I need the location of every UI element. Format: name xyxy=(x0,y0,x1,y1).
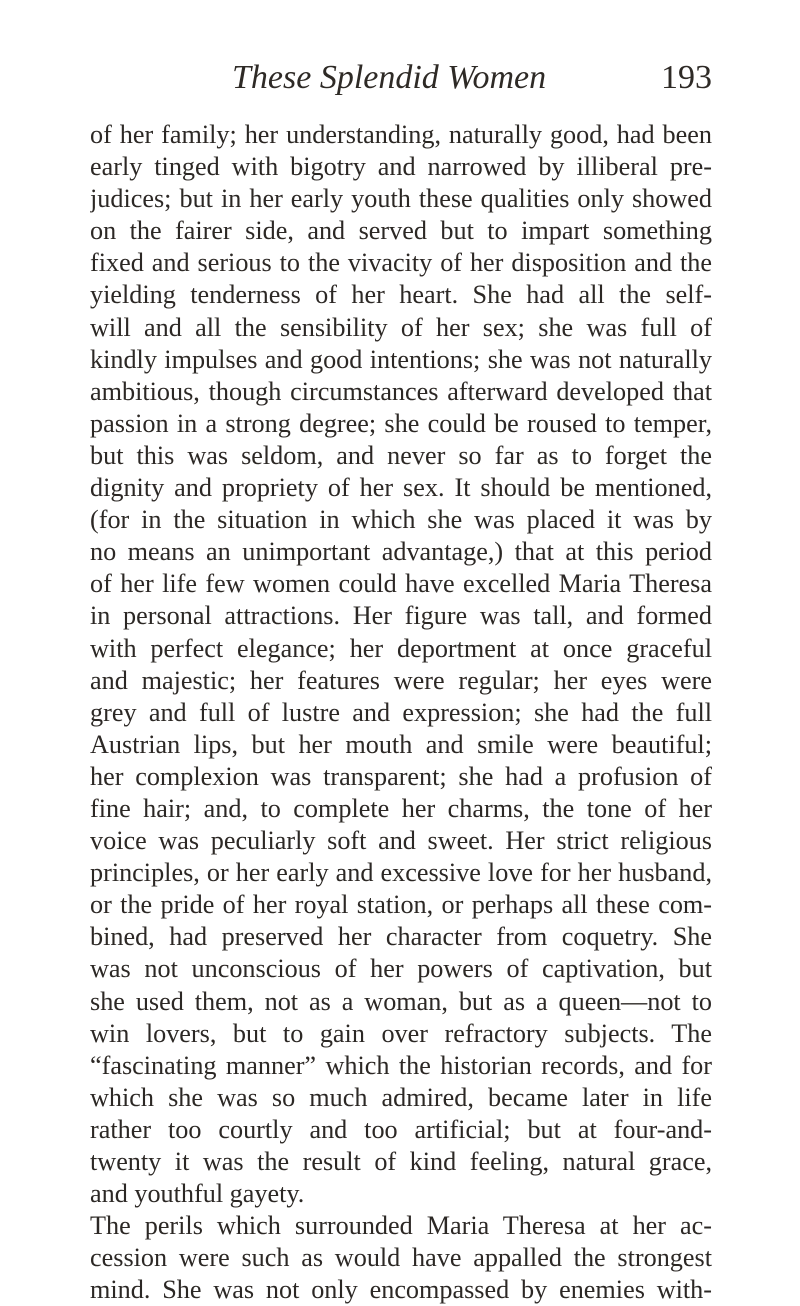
text-line: but this was seldom, and never so far as to forget the xyxy=(90,440,712,470)
text-line: in personal attractions. Her figure was tall, and formed xyxy=(90,601,712,631)
text-line: mind. She was not only encompassed by enemies with- xyxy=(90,1275,712,1305)
text-line: fixed and serious to the vivacity of her disposition and the xyxy=(90,248,712,278)
text-line: passion in a strong degree; she could be roused to temper, xyxy=(90,408,712,438)
text-line: will and all the sensibility of her sex; she was full of xyxy=(90,312,712,342)
running-head xyxy=(232,56,712,100)
text-line: no means an unimportant advantage,) that at this period xyxy=(90,537,712,567)
running-title: These Splendid Women xyxy=(232,59,547,96)
text-line: with perfect elegance; her deportment at once graceful xyxy=(90,633,712,663)
text-line: she used them, not as a woman, but as a queen—not to xyxy=(90,986,712,1016)
text-line: kindly impulses and good intentions; she was not naturally xyxy=(90,344,712,374)
text-line: which she was so much admired, became later in life xyxy=(90,1082,712,1112)
paragraph-start-line: The perils which surrounded Maria Theresa at her ac- xyxy=(90,1211,712,1241)
text-line: twenty it was the result of kind feeling, natural grace, xyxy=(90,1147,712,1176)
text-line: judices; but in her early youth these qualities only showed xyxy=(90,184,712,214)
text-line: “fascinating manner” which the historian records, and for xyxy=(90,1050,712,1080)
text-line: early tinged with bigotry and narrowed by illiberal pre- xyxy=(90,152,712,182)
text-line: principles, or her early and excessive love for her husband, xyxy=(90,858,712,888)
paragraph-end-line: and youthful gayety. xyxy=(90,1179,305,1209)
text-line: dignity and propriety of her sex. It should be mentioned, xyxy=(90,473,712,503)
text-line: on the fairer side, and served but to impart something xyxy=(90,216,712,246)
body-text xyxy=(90,119,712,1306)
text-line: was not unconscious of her powers of captivation, but xyxy=(90,954,712,984)
text-line: bined, had preserved her character from coquetry. She xyxy=(90,922,712,952)
text-line: Austrian lips, but her mouth and smile were beautiful; xyxy=(90,729,712,759)
text-line: grey and full of lustre and expression; she had the full xyxy=(90,697,712,727)
text-line: and majestic; her features were regular; her eyes were xyxy=(90,665,712,695)
text-line: voice was peculiarly soft and sweet. Her strict religious xyxy=(90,826,712,856)
text-line: of her life few women could have excelled Maria Theresa xyxy=(90,569,712,599)
text-line: fine hair; and, to complete her charms, the tone of her xyxy=(90,793,712,823)
text-line: cession were such as would have appalled the strongest xyxy=(90,1243,712,1273)
text-line: ambitious, though circumstances afterward developed that xyxy=(90,376,712,406)
text-line: of her family; her understanding, naturally good, had been xyxy=(90,120,712,149)
page-number: 193 xyxy=(661,59,712,96)
text-line: (for in the situation in which she was placed it was by xyxy=(90,505,712,535)
text-line: her complexion was transparent; she had a profusion of xyxy=(90,761,712,791)
text-line: or the pride of her royal station, or perhaps all these com- xyxy=(90,890,712,920)
text-line: rather too courtly and too artificial; but at four-and- xyxy=(90,1114,712,1144)
text-line: yielding tenderness of her heart. She had all the self- xyxy=(90,280,712,310)
text-line: win lovers, but to gain over refractory subjects. The xyxy=(90,1018,712,1048)
